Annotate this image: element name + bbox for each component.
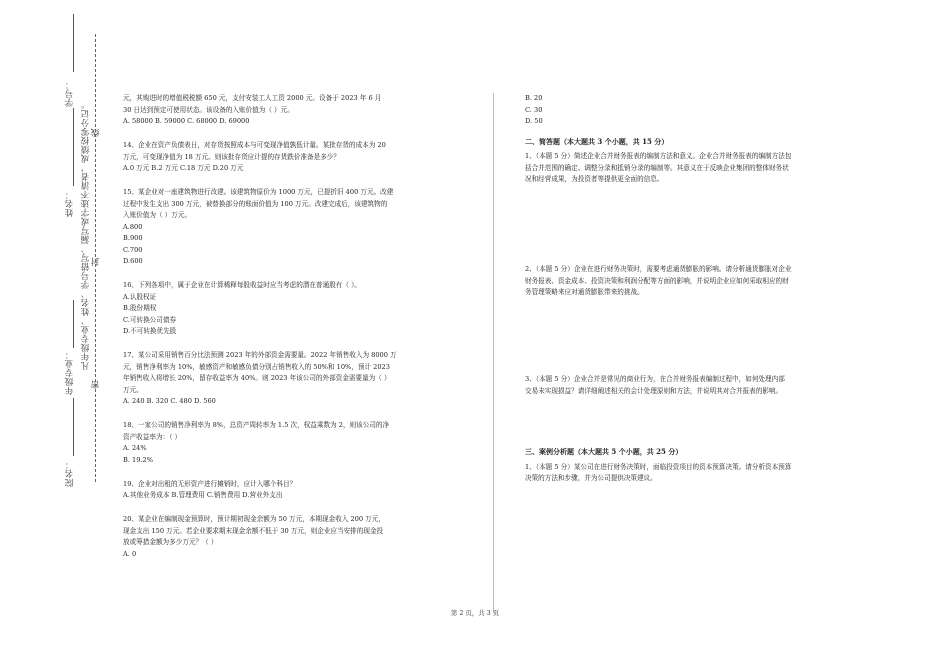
text-line: 决策的方法和步骤，并为公司提供决策建议。 <box>525 474 657 482</box>
question-16 <box>123 280 483 338</box>
answer-option: C.700 <box>123 245 143 254</box>
question-19 <box>123 479 483 502</box>
answer-option: D.600 <box>123 257 143 265</box>
text-line: 过程中发生支出 300 万元，被替换部分的账面价值为 100 万元。改建完成后，该建筑物的 <box>123 199 388 208</box>
question-20-options <box>525 93 885 128</box>
right-column <box>525 93 885 485</box>
seal-char-3: 线 <box>91 128 101 137</box>
text-line: 元，销售净利率为 10%，敏感资产和敏感负债分别占销售收入的 50%和 10%，预计 2023 <box>123 362 390 371</box>
answer-option: A.认股权证 <box>123 292 157 301</box>
seal-char-1: 密 <box>91 380 101 389</box>
text-line: 资产收益率为：（ ） <box>123 432 182 441</box>
answer-option: B.股份期权 <box>123 304 157 312</box>
student-id-line <box>73 14 74 72</box>
answer-options: A.其他业务成本 B.管理费用 C.销售费用 D.营业外支出 <box>123 491 283 499</box>
text-line: 19、企业对出租的无形资产进行摊销时，应计入哪个科目？ <box>123 479 297 488</box>
text-line: 年销售收入将增长 20%，留存收益率为 40%。则 2023 年该公司的外部资金需要量为（ ） <box>123 374 391 382</box>
question-17 <box>123 350 483 408</box>
text-line: 2、（本题 5 分）企业在进行财务决策时，需要考虑通货膨胀的影响。请分析通货膨胀对企业 <box>525 265 792 273</box>
text-line: 务管理策略来应对通货膨胀带来的挑战。 <box>525 288 644 296</box>
text-line: 交易未实现损益？请详细阐述相关的会计处理原则和方法，并说明其对合并报表的影响。 <box>525 386 783 395</box>
section-2-title: 二、简答题（本大题共 3 个小题，共 15 分） <box>525 136 669 146</box>
page-footer: 第 2 页，共 3 页 <box>450 609 500 617</box>
answer-option: D. 50 <box>525 117 543 125</box>
text-line: 万元，可变现净值为 18 万元。则该批存货应计提的存货跌价准备是多少？ <box>123 152 340 161</box>
text-line: 3、（本题 5 分）企业合并是常见的商业行为，在合并财务报表编制过程中，如何处理内部 <box>525 375 785 383</box>
answer-option: B. 20 <box>525 94 543 102</box>
school-label: 院名： <box>65 460 75 487</box>
text-line: 放或筹措金额为多少万元？（ ） <box>123 538 218 546</box>
text-line: 元，其购进时的增值税税额 650 元，支付安装工人工资 2000 元。设备于 2023 年 6 月 <box>123 94 382 102</box>
text-line: 16、下列各项中，属于企业在计算稀释每股收益时应当考虑的潜在普通股有（ ）。 <box>123 281 361 289</box>
question-13-cont <box>123 93 483 128</box>
class-line <box>73 300 74 348</box>
text-line: 15、某企业对一座建筑物进行改建。该建筑物原价为 1000 万元，已提折旧 400 万元。改建 <box>123 188 394 196</box>
text-line: 现金支出 150 万元。若企业要求期末现金余额不低于 30 万元，则企业应当安排的现金投 <box>123 526 384 535</box>
answer-option: C.可转换公司债券 <box>123 315 177 324</box>
class-label: 年级专业： <box>65 350 75 395</box>
text-line: 况和经营成果，为投资者等提供更全面的信息。 <box>525 175 664 183</box>
binding-margin <box>0 0 100 672</box>
column-divider <box>493 93 494 613</box>
text-line: 万元。 <box>123 385 143 394</box>
answer-option: B.900 <box>123 234 143 242</box>
answer-option: A.800 <box>123 222 143 231</box>
short-answer-2 <box>525 264 885 374</box>
text-line: 财务报表、资金成本、投资决策和利润分配等方面的影响，并说明企业应如何采取相应的财 <box>525 276 789 285</box>
question-15 <box>123 187 483 268</box>
short-answer-3 <box>525 374 885 438</box>
name-line <box>73 108 74 186</box>
text-line: 括合并范围的确定、调整分录和抵销分录的编制等。其意义在于反映企业集团的整体财务状 <box>525 163 789 172</box>
question-18 <box>123 420 483 466</box>
answer-option: D.不可转换优先股 <box>123 327 177 335</box>
answer-options: A.0 万元 B.2 万元 C.18 万元 D.20 万元 <box>123 164 244 172</box>
text-line: 14、企业在资产负债表日，对存货按照成本与可变现净值孰低计量。某批存货的成本为 20 <box>123 141 386 149</box>
seal-char-2: 封 <box>91 257 101 266</box>
question-14 <box>123 140 483 175</box>
text-line: 1、（本题 5 分）某公司在进行财务决策时，面临投资项目的资本预算决策。请分析资本预算 <box>525 462 792 471</box>
section-3-title: 三、案例分析题（本大题共 5 个小题，共 25 分） <box>525 447 683 456</box>
school-line <box>73 398 74 456</box>
answer-option: C. 30 <box>525 105 543 114</box>
answer-option: A. 24% <box>123 444 147 452</box>
name-label: 姓名： <box>65 190 75 217</box>
answer-option: A. 0 <box>123 549 137 558</box>
text-line: 17、某公司采用销售百分比法预测 2023 年的外部资金需要量。2022 年销售收入为 8000 万 <box>123 351 397 359</box>
case-analysis-1 <box>525 462 885 485</box>
warning-text: 凡年级专业、姓名、学号错写、漏写或字迹不清者，成绩按零分记。 <box>81 100 91 370</box>
student-id-label: 学号： <box>65 80 75 107</box>
short-answer-1 <box>525 151 885 264</box>
answer-option: B. 19.2% <box>123 455 153 464</box>
text-line: 1、（本题 5 分）简述企业合并财务报表的编制方法和意义。企业合并财务报表的编制方法包 <box>525 152 792 160</box>
seal-dashed-line <box>95 34 96 482</box>
question-20 <box>123 514 483 560</box>
answer-options: A. 58000 B. 59000 C. 68000 D. 69000 <box>123 117 250 125</box>
text-line: 18、一家公司的销售净利率为 8%，总资产周转率为 1.5 次，权益乘数为 2，则该公司的净 <box>123 421 390 429</box>
text-line: 入账价值为（ ）万元。 <box>123 211 192 219</box>
text-line: 30 日达到预定可使用状态。该设备的入账价值为（ ）元。 <box>123 105 294 114</box>
text-line: 20、某企业在编制现金预算时，预计期初现金余额为 50 万元，本期现金收入 200 万元， <box>123 515 385 523</box>
answer-options: A. 240 B. 320 C. 480 D. 560 <box>123 397 216 405</box>
left-column <box>123 93 483 573</box>
